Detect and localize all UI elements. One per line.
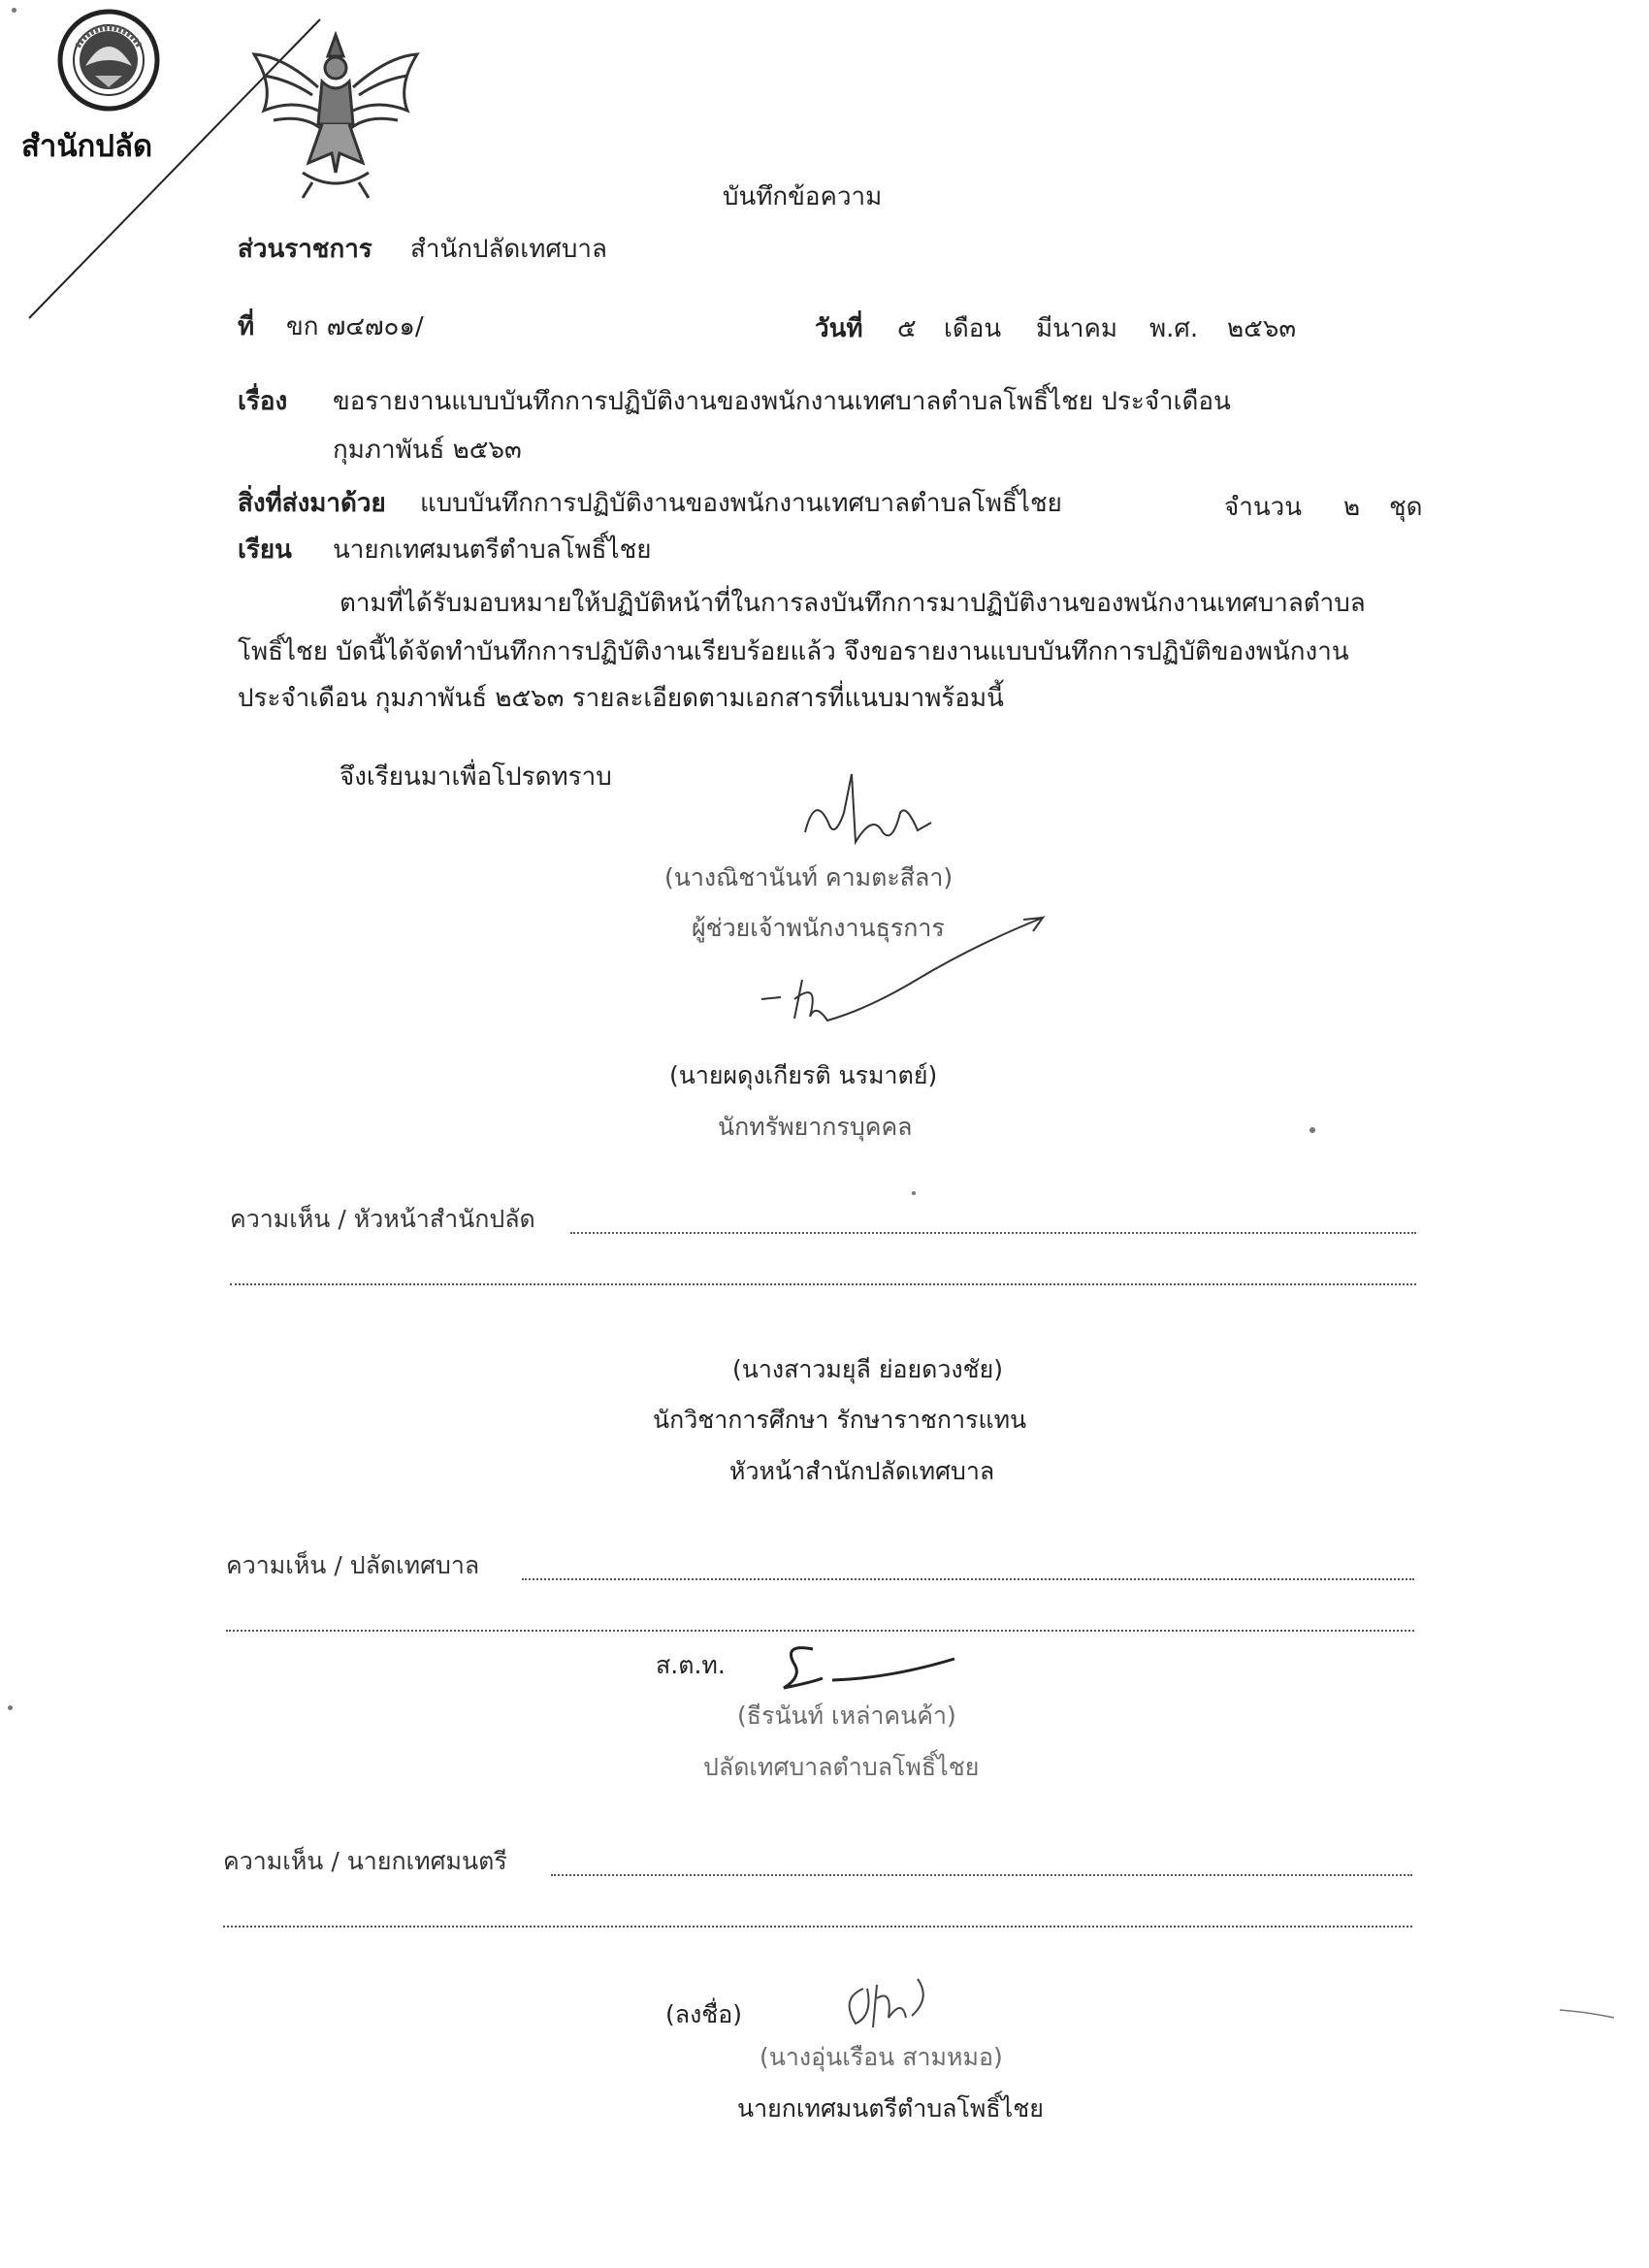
head-office-signer-name: (นางสาวมยุลี ย่อยดวงชัย) <box>732 1355 1003 1383</box>
opinion-mayor-line-1[interactable] <box>551 1874 1412 1876</box>
mayor-sign-label: (ลงชื่อ) <box>665 2000 743 2028</box>
clerk-rank-prefix: ส.ต.ท. <box>656 1651 726 1679</box>
date-year-label: พ.ศ. <box>1149 314 1199 343</box>
opinion-clerk-line-1[interactable] <box>522 1578 1414 1580</box>
opinion-head-office-label: ความเห็น / หัวหน้าสำนักปลัด <box>230 1205 535 1233</box>
agency-label: ส่วนราชการ <box>238 235 372 264</box>
signature-mayor <box>834 1960 941 2037</box>
scan-speck <box>912 1191 916 1195</box>
office-stamp-label: สำนักปลัด <box>21 129 153 164</box>
body-closing: จึงเรียนมาเพื่อโปรดทราบ <box>340 762 612 792</box>
ref-label: ที่ <box>238 312 255 341</box>
head-office-signer-position-2: หัวหน้าสำนักปลัดเทศบาล <box>729 1457 995 1485</box>
opinion-mayor-line-2[interactable] <box>223 1926 1412 1928</box>
date-day: ๕ <box>897 314 917 343</box>
mayor-signer-name: (นางอุ่นเรือน สามหมอ) <box>760 2043 1003 2071</box>
attachment-qty: ๒ <box>1343 493 1361 522</box>
subject-line-2: กุมภาพันธ์ ๒๕๖๓ <box>333 436 522 465</box>
head-office-signer-position-1: นักวิชาการศึกษา รักษาราชการแทน <box>653 1406 1027 1434</box>
to-label: เรียน <box>238 535 292 565</box>
date-year: ๒๕๖๓ <box>1227 314 1297 343</box>
date-month-label: เดือน <box>944 314 1002 343</box>
attachment-qty-label: จำนวน <box>1224 493 1302 522</box>
signer-1-name: (นางณิชานันท์ คามตะสีลา) <box>664 863 954 891</box>
opinion-mayor-label: ความเห็น / นายกเทศมนตรี <box>223 1847 507 1875</box>
agency-value: สำนักปลัดเทศบาล <box>410 235 607 264</box>
scan-speck <box>12 8 16 13</box>
body-line-1: ตามที่ได้รับมอบหมายให้ปฏิบัติหน้าที่ในการลงบันทึกการมาปฏิบัติงานของพนักงานเทศบาลตำบล <box>340 589 1366 618</box>
clerk-signer-position: ปลัดเทศบาลตำบลโพธิ์ไชย <box>703 1753 980 1781</box>
clerk-signer-name: (ธีรนันท์ เหล่าคนค้า) <box>737 1701 956 1730</box>
scan-speck <box>1310 1127 1315 1133</box>
memo-title: บันทึกข้อความ <box>723 182 883 211</box>
date-day-label: วันที่ <box>815 314 863 343</box>
attachment-value: แบบบันทึกการปฏิบัติงานของพนักงานเทศบาลตำบลโพธิ์ไชย <box>420 489 1062 518</box>
scan-speck <box>8 1705 13 1710</box>
date-month: มีนาคม <box>1036 314 1118 343</box>
signer-2-name: (นายผดุงเกียรติ นรมาตย์) <box>669 1061 938 1089</box>
signature-1 <box>786 755 960 861</box>
scan-mark <box>1558 2006 1616 2020</box>
opinion-clerk-label: ความเห็น / ปลัดเทศบาล <box>226 1551 480 1579</box>
garuda-emblem <box>244 27 427 200</box>
signer-1-position: ผู้ช่วยเจ้าพนักงานธุรการ <box>692 914 945 942</box>
attachment-unit: ชุด <box>1389 493 1423 522</box>
signature-2 <box>752 902 1052 1048</box>
body-line-2: โพธิ์ไชย บัดนี้ได้จัดทำบันทึกการปฏิบัติงานเรียบร้อยแล้ว จึงขอรายงานแบบบันทึกการปฏิบัติของพนักงาน <box>238 637 1349 666</box>
opinion-head-office-line-1[interactable] <box>570 1232 1416 1234</box>
subject-line-1: ขอรายงานแบบบันทึกการปฏิบัติงานของพนักงานเทศบาลตำบลโพธิ์ไชย ประจำเดือน <box>333 387 1231 416</box>
mayor-signer-position: นายกเทศมนตรีตำบลโพธิ์ไชย <box>737 2094 1044 2122</box>
ref-value: ขก ๗๔๗๐๑/ <box>286 312 424 341</box>
body-line-3: ประจำเดือน กุมภาพันธ์ ๒๕๖๓ รายละเอียดตามเอกสารที่แนบมาพร้อมนี้ <box>238 684 1004 713</box>
opinion-head-office-line-2[interactable] <box>230 1283 1416 1285</box>
to-value: นายกเทศมนตรีตำบลโพธิ์ไชย <box>333 535 652 565</box>
subject-label: เรื่อง <box>238 387 288 416</box>
attachment-label: สิ่งที่ส่งมาด้วย <box>238 489 386 518</box>
signer-2-position: นักทรัพยากรบุคคล <box>718 1113 913 1141</box>
signature-clerk <box>774 1630 968 1698</box>
